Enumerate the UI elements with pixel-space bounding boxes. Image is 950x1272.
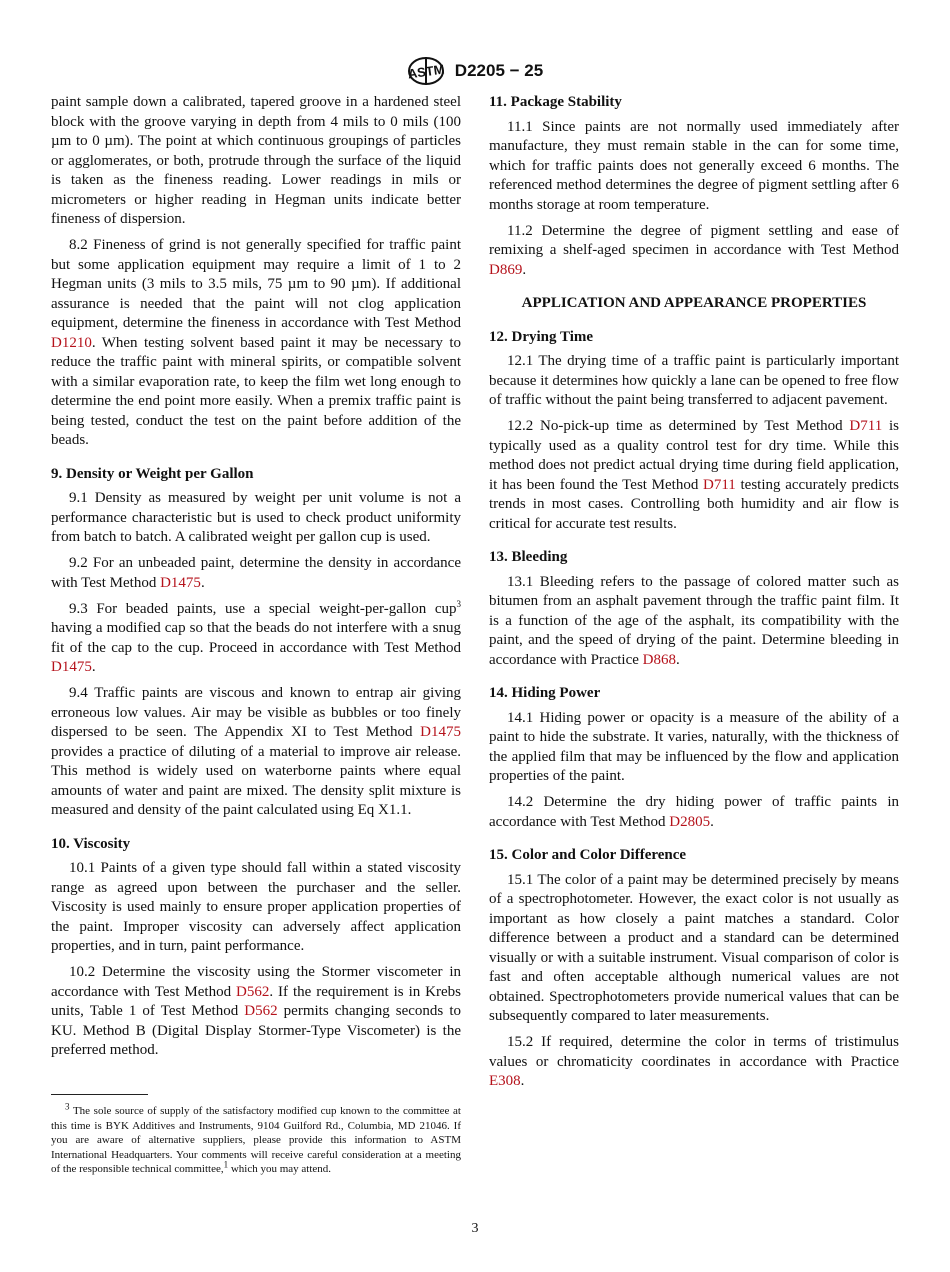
section-heading: [51, 835, 461, 855]
footnote-3: [51, 1101, 461, 1177]
reference-link[interactable]: D711: [703, 476, 736, 493]
text-run: 14.2 Determine the dry hiding power of traffic paints in accordance with Test Method: [489, 794, 899, 830]
text-run: 15.1 The color of a paint may be determined precisely by means of a spectrophotometer. However, the exact color is not usually as important as how closely a paint matches a standard. Color difference between a product and a standard can be determined visually or with a suitable instrument. Visual comparison of color is fast and often acceptable although numerical values are not obtained. Spectrophotometers provide numerical values that can be subsequently compared to later measurements.: [489, 871, 899, 1024]
text-run: 10. Viscosity: [51, 835, 131, 852]
paragraph: [51, 93, 461, 230]
paragraph: [51, 554, 461, 593]
paragraph: [489, 352, 899, 411]
text-run: 9. Density or Weight per Gallon: [51, 465, 254, 482]
text-run: . If the requirement is in Krebs units, Table 1 of Test Method: [51, 983, 462, 1019]
reference-link[interactable]: D868: [642, 651, 677, 668]
paragraph: [489, 573, 899, 671]
text-run: 10.1 Paints of a given type should fall within a stated viscosity range as agreed upon between the purchaser and the seller. Viscosity is used mainly to ensure proper application properties of the paint. Improper viscosity can adversely affect application properties, and in turn, paint performance.: [51, 860, 461, 954]
section-heading: [51, 465, 461, 485]
reference-link[interactable]: E308: [489, 1073, 521, 1089]
paragraph: [489, 118, 899, 216]
text-run: provides a practice of diluting of a material to improve air release. This method is widely used on waterborne paints where equal amounts of water and paint are mixed. The density split mixture is measured and density of the paint calculated using Eq X1.1.: [51, 743, 461, 818]
text-run: 14. Hiding Power: [489, 685, 601, 701]
page-number: 3: [471, 1221, 479, 1236]
section-heading: [489, 846, 899, 866]
reference-link[interactable]: D1475: [160, 574, 201, 591]
text-run: paint sample down a calibrated, tapered groove in a hardened steel block with the groove varying in depth from 4 mils to 0 mils (100 µm to 0 µm). The point at which continuous groupings of particles or agglomerates, or both, protrude through the surface of the liquid is taken as the fineness reading. Lower readings in mils or micrometers or higher reading in Hegman units indicate better fineness of dispersion.: [51, 94, 461, 227]
text-run: testing accurately predicts trends in most cases. Controlling both humidity and air flow is critical for accurate test results.: [489, 476, 899, 532]
section-heading: [489, 684, 899, 704]
reference-link[interactable]: D2805: [669, 813, 711, 830]
text-run: .: [676, 651, 680, 668]
text-run: .: [200, 574, 205, 591]
text-run: 15.2 If required, determine the color in terms of tristimulus values or chromaticity coordinates in accordance with Practice: [489, 1034, 899, 1070]
astm-logo-icon: [407, 56, 445, 86]
reference-link[interactable]: D562: [236, 983, 270, 1000]
text-run: 14.1 Hiding power or opacity is a measure of the ability of a paint to hide the substrate. It varies, naturally, with the thickness of the applied film that may be influenced by the flow and application properties of the paint.: [489, 709, 899, 784]
paragraph: [489, 793, 899, 832]
svg-text:ASTM: ASTM: [406, 61, 445, 82]
text-run: 13. Bleeding: [489, 549, 568, 565]
paragraph: [489, 417, 899, 534]
text-run: .: [522, 261, 527, 278]
text-run: 9.3 For beaded paints, use a special weight-per-gallon cup: [69, 600, 457, 617]
reference-link[interactable]: D1475: [420, 724, 461, 740]
footnote-text: The sole source of supply of the satisfactory modified cup known to the committee at this time is BYK Additives and Instruments, 9104 Guilford Rd., Columbia, MD 21046. If you are aware of alternative suppliers, please provide this information to ASTM International Headquarters. Your comments will receive careful consideration at a meeting of the responsible technical committee,: [51, 1105, 461, 1176]
paragraph: [51, 600, 461, 678]
text-run: .: [710, 813, 714, 830]
text-run: 12.1 The drying time of a traffic paint is particularly important because it determines how quickly a lane can be opened to free flow of traffic without the paint being transferred to adjacent pavement.: [489, 353, 899, 408]
text-run: permits changing seconds to KU. Method B (Digital Display Stormer-Type Viscometer) is the preferred method.: [51, 1003, 461, 1058]
text-run: 8.2 Fineness of grind is not generally specified for traffic paint but some application equipment may require a limit of 1 to 2 Hegman units (3 mils to 3.5 mils, 75 µm to 90 µm). If additional assurance is needed that the paint will not clog application equipment, determine the fineness in accordance with Test Method: [51, 237, 461, 331]
text-run: 9.2 For an unbeaded paint, determine the density in accordance with Test Method: [51, 555, 461, 591]
footnote-divider: [51, 1094, 148, 1095]
text-run: 10.2 Determine the viscosity using the Stormer viscometer in accordance with Test Method: [51, 964, 461, 1000]
paragraph: [51, 963, 461, 1061]
text-run: 11. Package Stability: [489, 94, 622, 110]
left-column: [51, 93, 461, 1067]
text-run: 11.1 Since paints are not normally used immediately after manufacture, they must remain stable in the can for some time, which for traffic paints does not generally exceed 6 months. The referenced method determines the degree of pigment settling after 6 months storage at room temperature.: [489, 118, 899, 213]
right-column: [489, 93, 899, 1098]
text-run: 11.2 Determine the degree of pigment settling and ease of remixing a shelf-aged specimen in accordance with Test Method: [489, 222, 899, 258]
footnote-ref: 1: [223, 1159, 229, 1170]
footnote-marker: 3: [65, 1101, 70, 1112]
text-run: 12. Drying Time: [489, 328, 594, 345]
paragraph: [51, 859, 461, 957]
section-heading: [489, 328, 899, 348]
footnote-text-end: which you may attend.: [228, 1163, 332, 1176]
text-run: is typically used as a quality control test for dry time. While this method does not predict actual drying time during field application, it has been found the Test Method: [489, 418, 899, 493]
standard-designation: D2205 − 25: [454, 61, 544, 80]
text-run: 15. Color and Color Difference: [489, 847, 687, 863]
reference-link[interactable]: D711: [849, 418, 883, 434]
paragraph: [489, 222, 899, 281]
paragraph: [51, 489, 461, 548]
text-run: .: [520, 1073, 525, 1089]
text-run: . When testing solvent based paint it may be necessary to reduce the traffic paint with mineral spirits, or compatible solvent with a similar evaporation rate, to keep the film wet long enough to determine the end point more easily. When a premix traffic paint is being tested, conduct the test on the paint before addition of the beads.: [51, 334, 461, 448]
paragraph: [489, 871, 899, 1027]
text-run: having a modified cap so that the beads do not interfere with a snug fit of the cap to the cup. Proceed in accordance with Test Method: [51, 620, 461, 656]
paragraph: [51, 684, 461, 821]
text-run: 12.2 No-pick-up time as determined by Test Method: [507, 418, 850, 434]
text-run: 9.1 Density as measured by weight per unit volume is not a performance characteristic but is used to check product uniformity from batch to batch. A calibrated weight per gallon cup is used.: [51, 490, 461, 545]
paragraph: [51, 236, 461, 451]
paragraph: [489, 709, 899, 787]
reference-link[interactable]: D1210: [51, 334, 92, 351]
reference-link[interactable]: D1475: [51, 659, 92, 675]
section-heading: [489, 294, 899, 314]
paragraph: [489, 1033, 899, 1092]
section-heading: [489, 548, 899, 568]
text-run: 9.4 Traffic paints are viscous and known to entrap air giving erroneous low values. Air may be visible as bubbles or too finely dispersed to be seen. The Appendix XI to Test Method: [51, 685, 461, 740]
reference-link[interactable]: D869: [489, 261, 523, 278]
reference-link[interactable]: D562: [244, 1003, 278, 1019]
footnote-ref: 3: [456, 598, 461, 609]
page-header: [0, 56, 950, 86]
text-run: 13.1 Bleeding refers to the passage of colored matter such as bitumen from an asphalt pavement through the traffic paint film. It is a function of the age of the asphalt, its compatibility with the paint, and the speed of drying of the paint. Determine bleeding in accordance with Practice: [489, 573, 899, 668]
text-run: APPLICATION AND APPEARANCE PROPERTIES: [521, 295, 867, 311]
text-run: .: [91, 659, 96, 675]
section-heading: [489, 93, 899, 113]
